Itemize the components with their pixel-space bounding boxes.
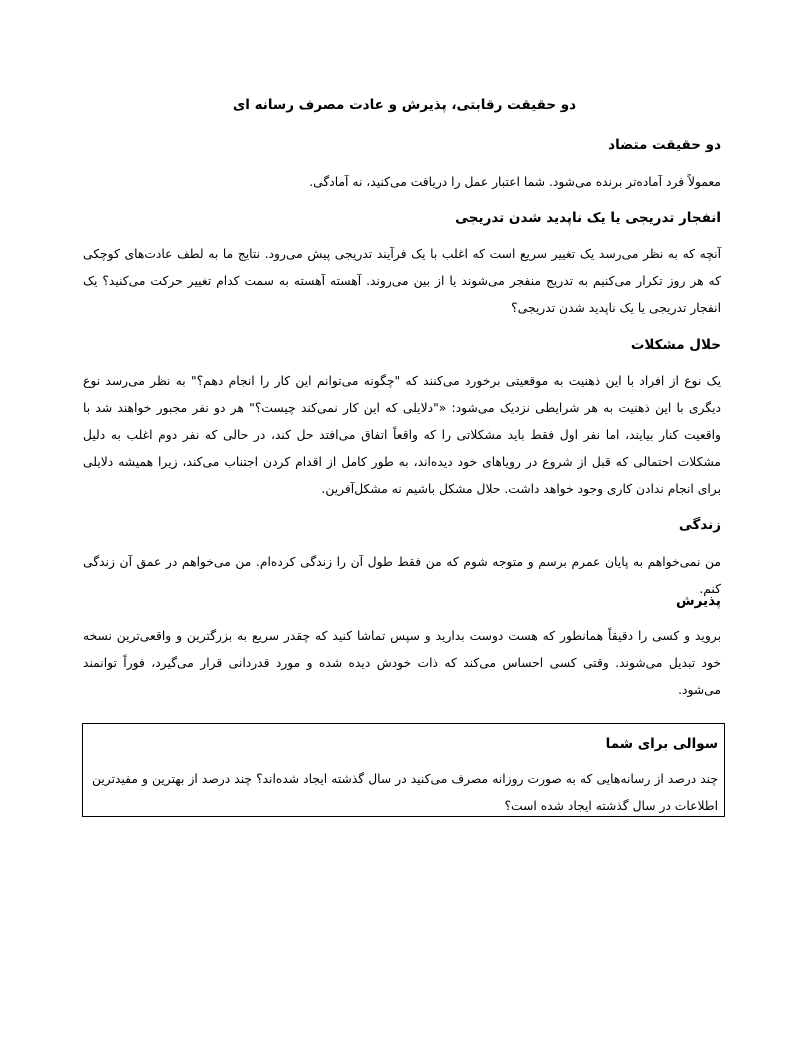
- section-heading-problem-solver: حلال مشکلات: [630, 337, 721, 353]
- question-box-title: سوالی برای شما: [605, 736, 718, 752]
- document-title: دو حقیقت رقابتی، پذیرش و عادت مصرف رسانه ای: [232, 97, 577, 113]
- section-heading-opposite-truths: دو حقیقت متضاد: [608, 137, 721, 153]
- section-body-opposite-truths: معمولاً فرد آماده‌تر برنده می‌شود. شما اعتبار عمل را دریافت می‌کنید، نه آمادگی.: [309, 175, 721, 189]
- section-body-acceptance: بروید و کسی را دقیقاً همانطور که هست دوست بدارید و سپس تماشا کنید که چقدر سریع به بزرگترین و واقعی‌ترین نسخه خود تبدیل می‌شوند. وقتی کسی احساس می‌کند که ذات خودش دیده شده و مورد قدردانی قرار می‌گیرد، فوراً توانمند می‌شود.: [83, 629, 721, 697]
- section-heading-life: زندگی: [678, 517, 721, 533]
- question-box-body: چند درصد از رسانه‌هایی که به صورت روزانه مصرف می‌کنید در سال گذشته ایجاد شده‌اند؟ چند درصد از بهترین و مفیدترین اطلاعات در سال گذشته ایجاد شده است؟: [92, 772, 718, 813]
- section-body-gradual-explosion: آنچه که به نظر می‌رسد یک تغییر سریع است که اغلب با یک فرآیند تدریجی پیش می‌رود. نتایج ما به لطف عادت‌های کوچکی که هر روز تکرار می‌کنیم به تدریج منفجر می‌شوند یا از بین می‌روند. آهسته آهسته به سمت کدام تغییر حرکت می‌کنید؟ یک انفجار تدریجی یا یک ناپدید شدن تدریجی؟: [83, 247, 721, 315]
- section-body-life: من نمی‌خواهم به پایان عمرم برسم و متوجه شوم که من فقط طول آن را زندگی کرده‌ام. من می‌خواهم در عمق آن زندگی کنم.: [83, 555, 721, 596]
- section-heading-gradual-explosion: انفجار تدریجی یا یک ناپدید شدن تدریجی: [455, 210, 721, 226]
- section-heading-acceptance: پذیرش: [676, 593, 721, 609]
- section-body-problem-solver: یک نوع از افراد با این ذهنیت به موقعیتی برخورد می‌کنند که "چگونه می‌توانم این کار را انجام دهم؟" به نظر می‌رسد نوع دیگری با این ذهنیت به هر شرایطی نزدیک می‌شود: «"دلایلی که این کار نمی‌کند چیست؟" هر دو نفر مجبور خواهند شد با واقعیت کنار بیایند، اما نفر اول فقط باید مشکلاتی را که واقعاً اتفاق می‌افتد حل کند، در حالی که نفر دوم اغلب به دلیل مشکلات احتمالی که قبل از شروع در رویاهای خود دیده‌اند، به طور کامل از اقدام کردن اجتناب می‌کند، زیرا همیشه دلایلی برای انجام ندادن کاری وجود خواهد داشت. حلال مشکل باشیم نه مشکل‌آفرین.: [83, 374, 721, 496]
- question-box: [82, 723, 725, 817]
